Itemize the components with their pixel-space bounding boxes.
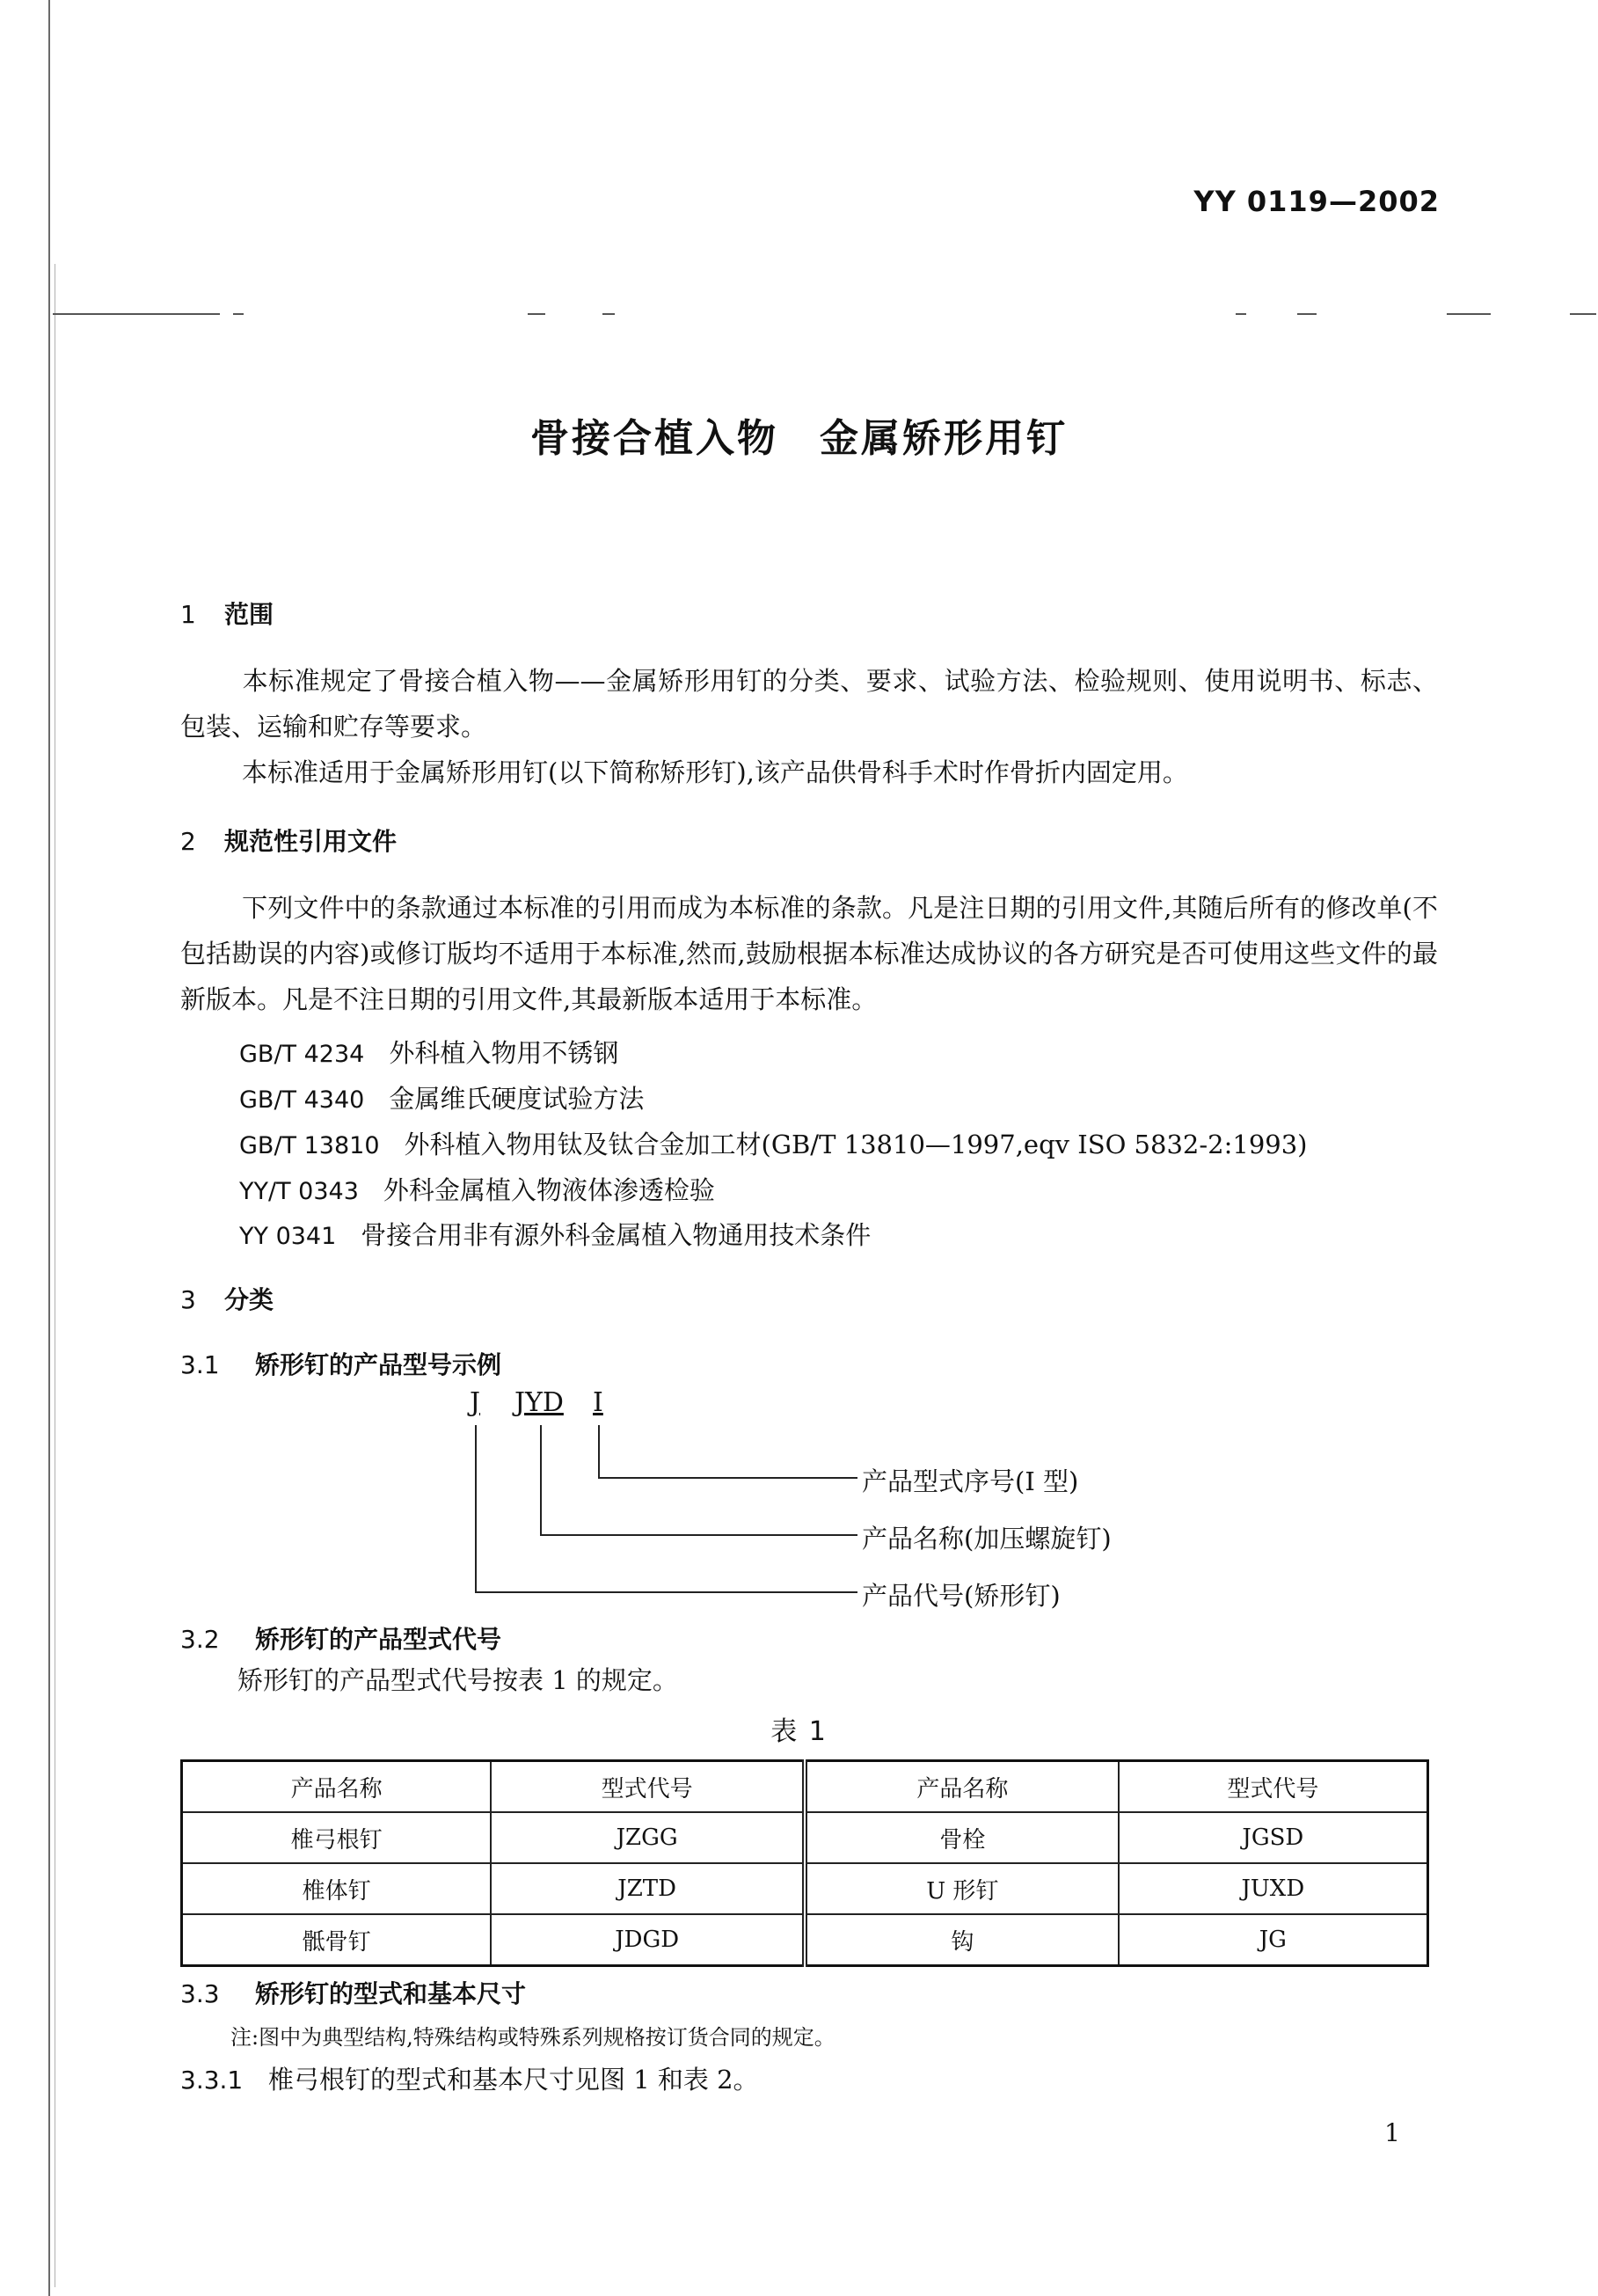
section-number: 3.2 <box>180 1625 220 1654</box>
section-3-3-1-paragraph: 3.3.1 椎弓根钉的型式和基本尺寸见图 1 和表 2。 <box>180 2065 759 2095</box>
product-type-code-table <box>180 1759 1429 1967</box>
section-title: 矫形钉的产品型号示例 <box>255 1350 502 1379</box>
table-header-cell: 型式代号 <box>491 1761 805 1813</box>
reference-item: YY 0341 骨接合用非有源外科金属植入物通用技术条件 <box>239 1220 872 1250</box>
table-cell: 钩 <box>805 1914 1119 1966</box>
section-number: 3.1 <box>180 1350 220 1379</box>
table-cell: JG <box>1119 1914 1428 1966</box>
table-row <box>182 1812 1428 1863</box>
section-1-paragraph-2: 本标准适用于金属矫形用钉(以下简称矫形钉),该产品供骨科手术时作骨折内固定用。 <box>242 757 1188 787</box>
standard-code: YY 0119—2002 <box>1193 185 1440 218</box>
section-title: 矫形钉的型式和基本尺寸 <box>255 1979 527 2008</box>
table-header-cell: 型式代号 <box>1119 1761 1428 1813</box>
model-label-product-code: 产品代号(矫形钉) <box>862 1581 1061 1611</box>
section-number: 3.3 <box>180 1979 220 2008</box>
section-1-paragraph-1: 本标准规定了骨接合植入物——金属矫形用钉的分类、要求、试验方法、检验规则、使用说明书、标志、包装、运输和贮存等要求。 <box>180 666 1438 742</box>
section-number: 2 <box>180 827 196 856</box>
table-cell: JDGD <box>491 1914 805 1966</box>
table-cell: 椎弓根钉 <box>182 1812 492 1863</box>
table-row <box>182 1914 1428 1966</box>
section-title: 分类 <box>224 1285 274 1314</box>
reference-item: YY/T 0343 外科金属植入物液体渗透检验 <box>239 1175 715 1205</box>
table-cell: JZGG <box>491 1812 805 1863</box>
section-title: 矫形钉的产品型式代号 <box>255 1625 502 1654</box>
model-letter-product-code: J <box>470 1387 481 1418</box>
section-3-2-heading <box>180 1620 501 1656</box>
table-header-row <box>182 1761 1428 1813</box>
table-cell: 椎体钉 <box>182 1863 492 1914</box>
table-cell: 骶骨钉 <box>182 1914 492 1966</box>
reference-item: GB/T 4340 金属维氏硬度试验方法 <box>239 1084 645 1114</box>
table-header-cell: 产品名称 <box>805 1761 1119 1813</box>
table-row <box>182 1863 1428 1914</box>
section-number: 3 <box>180 1285 196 1314</box>
section-number: 1 <box>180 600 196 629</box>
table-cell: JGSD <box>1119 1812 1428 1863</box>
model-letter-product-name: JYD <box>514 1387 564 1418</box>
section-title: 规范性引用文件 <box>224 827 398 856</box>
section-2-paragraph: 下列文件中的条款通过本标准的引用而成为本标准的条款。凡是注日期的引用文件,其随后所有的修改单(不包括勘误的内容)或修订版均不适用于本标准,然而,鼓励根据本标准达成协议的各方研究是否可使用这些文件的最新版本。凡是不注日期的引用文件,其最新版本适用于本标准。 <box>180 893 1438 1014</box>
section-number: 3.3.1 <box>180 2066 244 2095</box>
table-header-cell: 产品名称 <box>182 1761 492 1813</box>
section-3-2-paragraph: 矫形钉的产品型式代号按表 1 的规定。 <box>237 1665 678 1695</box>
document-title: 骨接合植入物 金属矫形用钉 <box>530 416 1068 461</box>
model-letter-type-number: I <box>593 1387 603 1418</box>
table-cell: JZTD <box>491 1863 805 1914</box>
table-cell: U 形钉 <box>805 1863 1119 1914</box>
table-cell: 骨栓 <box>805 1812 1119 1863</box>
model-label-product-name: 产品名称(加压螺旋钉) <box>862 1524 1112 1554</box>
table-cell: JUXD <box>1119 1863 1428 1914</box>
reference-item: GB/T 4234 外科植入物用不锈钢 <box>239 1038 619 1068</box>
model-label-type-number: 产品型式序号(I 型) <box>862 1466 1079 1496</box>
page-number: 1 <box>1384 2118 1400 2147</box>
figure-note: 注:图中为典型结构,特殊结构或特殊系列规格按订货合同的规定。 <box>230 2025 835 2050</box>
section-title: 范围 <box>224 600 274 629</box>
section-3-3-heading <box>180 1975 526 2010</box>
reference-item: GB/T 13810 外科植入物用钛及钛合金加工材(GB/T 13810—1997,eqv ISO 5832-2:1993) <box>239 1130 1308 1159</box>
table-caption: 表 1 <box>770 1716 828 1747</box>
